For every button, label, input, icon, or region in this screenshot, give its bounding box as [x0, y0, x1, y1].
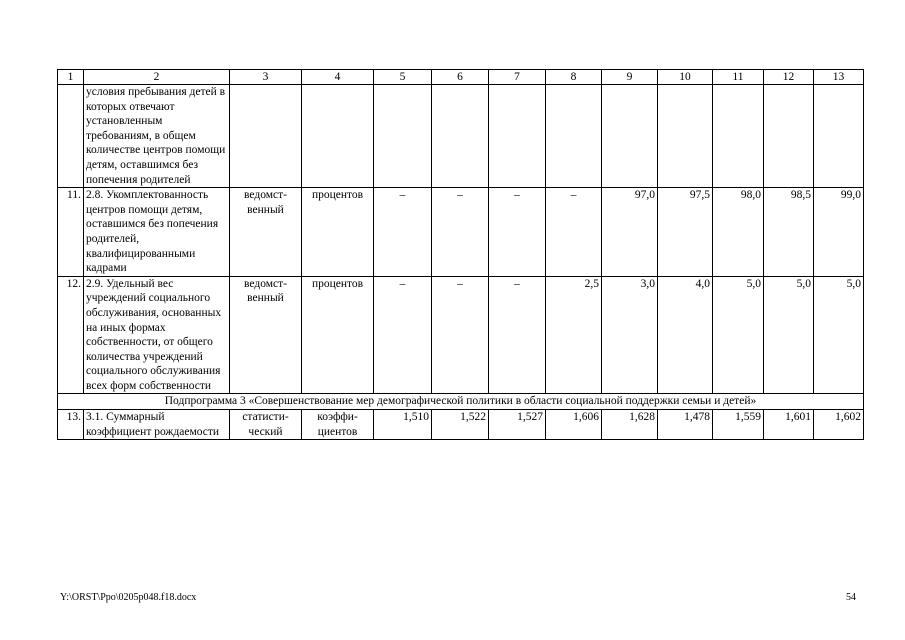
header-cell-6: 6 [432, 70, 489, 85]
table-row-continuation [58, 85, 864, 188]
value-col-9: 97,0 [602, 188, 658, 277]
header-cell-13: 13 [814, 70, 864, 85]
header-cell-4: 4 [302, 70, 374, 85]
value-col-10: 97,5 [658, 188, 713, 277]
header-cell-3: 3 [230, 70, 302, 85]
subprogram-row [58, 394, 864, 410]
value-col-11: 98,0 [713, 188, 764, 277]
data-source: статисти-ческий [230, 410, 302, 440]
data-source: ведомст-венный [230, 188, 302, 277]
header-cell-8: 8 [546, 70, 602, 85]
value-col-8: 1,606 [546, 410, 602, 440]
header-cell-5: 5 [374, 70, 432, 85]
header-cell-7: 7 [489, 70, 546, 85]
indicators-table [57, 69, 864, 440]
row-number: 13. [58, 410, 84, 440]
value-col-12: 98,5 [764, 188, 814, 277]
value-col-9: 1,628 [602, 410, 658, 440]
header-cell-12: 12 [764, 70, 814, 85]
subprogram-title: Подпрограмма 3 «Совершенствование мер демографической политики в области социальной поддержки семьи и детей» [58, 394, 864, 410]
page-number: 54 [846, 592, 856, 603]
value-col-6: – [432, 276, 489, 394]
header-cell-9: 9 [602, 70, 658, 85]
value-col-13: 1,602 [814, 410, 864, 440]
value-col-7: – [489, 188, 546, 277]
header-row [58, 70, 864, 85]
value-col-5: – [374, 276, 432, 394]
value-col-8: – [546, 188, 602, 277]
table-row [58, 410, 864, 440]
value-col-9: 3,0 [602, 276, 658, 394]
value-col-10: 1,478 [658, 410, 713, 440]
header-cell-2: 2 [84, 70, 230, 85]
header-cell-10: 10 [658, 70, 713, 85]
value-col-11: 5,0 [713, 276, 764, 394]
value-col-6: 1,522 [432, 410, 489, 440]
row-number: 12. [58, 276, 84, 394]
value-col-10: 4,0 [658, 276, 713, 394]
unit: процентов [302, 276, 374, 394]
table-row [58, 188, 864, 277]
value-col-12: 5,0 [764, 276, 814, 394]
value-col-12: 1,601 [764, 410, 814, 440]
value-col-8: 2,5 [546, 276, 602, 394]
data-source: ведомст-венный [230, 276, 302, 394]
value-col-7: 1,527 [489, 410, 546, 440]
unit: коэффи-циентов [302, 410, 374, 440]
file-path-footer: Y:\ORST\Ppo\0205p048.f18.docx [60, 592, 197, 603]
row-number: 11. [58, 188, 84, 277]
value-col-13: 5,0 [814, 276, 864, 394]
value-col-13: 99,0 [814, 188, 864, 277]
header-cell-1: 1 [58, 70, 84, 85]
table-row [58, 276, 864, 394]
indicator-name: 2.9. Удельный вес учреждений социального обслуживания, основанных на иных формах собственности, от общего количества учреждений социального обслуживания всех форм собственности [84, 276, 230, 394]
value-col-11: 1,559 [713, 410, 764, 440]
indicator-name-continued: условия пребывания детей в которых отвечают установленным требованиям, в общем количестве центров помощи детям, оставшимся без попечения родителей [84, 85, 230, 188]
indicator-name: 2.8. Укомплектованность центров помощи детям, оставшимся без попечения родителей, квалифицированными кадрами [84, 188, 230, 277]
value-col-6: – [432, 188, 489, 277]
value-col-5: – [374, 188, 432, 277]
value-col-5: 1,510 [374, 410, 432, 440]
header-cell-11: 11 [713, 70, 764, 85]
value-col-7: – [489, 276, 546, 394]
unit: процентов [302, 188, 374, 277]
indicator-name: 3.1. Суммарный коэффициент рождаемости [84, 410, 230, 440]
